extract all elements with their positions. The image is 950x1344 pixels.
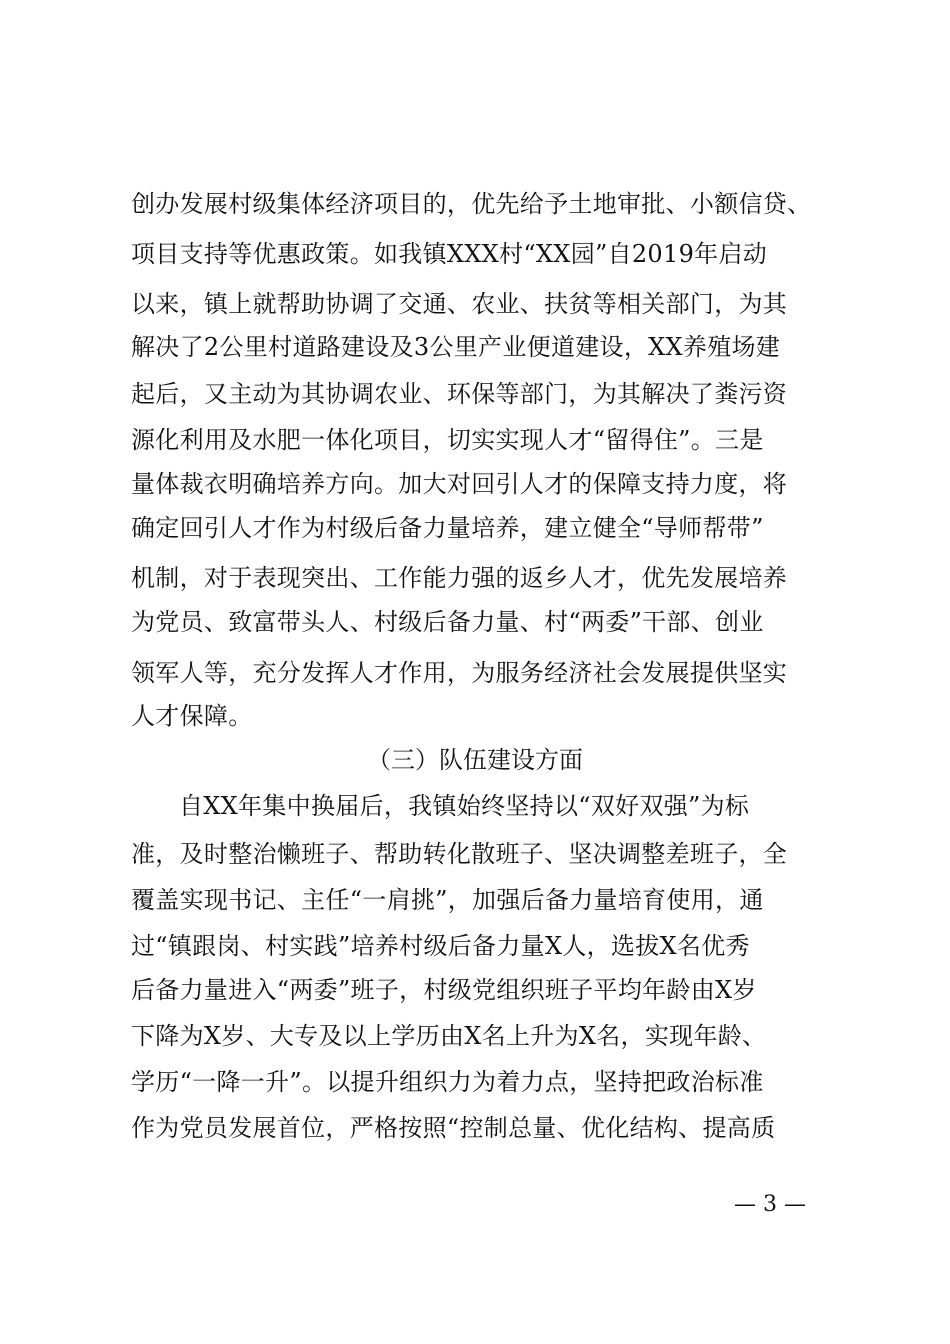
paragraph-2-line-7: 学历“一降一升”。以提升组织力为着力点，坚持把政治标准: [131, 1068, 764, 1096]
paragraph-1-line-3: 以来，镇上就帮助协调了交通、农业、扶贫等相关部门，为其: [131, 290, 788, 318]
paragraph-2-line-3: 覆盖实现书记、主任“一肩挑”，加强后备力量培育使用，通: [131, 886, 764, 914]
section-heading: （三）队伍建设方面: [367, 746, 583, 774]
paragraph-1-line-6: 源化利用及水肥一体化项目，切实实现人才“留得住”。三是: [131, 426, 764, 454]
paragraph-1-line-8: 确定回引人才作为村级后备力量培养，建立健全“导师帮带”: [131, 514, 764, 542]
paragraph-2-line-6: 下降为X岁、大专及以上学历由X名上升为X名，实现年龄、: [131, 1022, 767, 1050]
paragraph-1-line-9: 机制，对于表现突出、工作能力强的返乡人才，优先发展培养: [131, 564, 788, 592]
paragraph-1-line-7: 量体裁衣明确培养方向。加大对回引人才的保障支持力度，将: [131, 470, 788, 498]
paragraph-1-line-10: 为党员、致富带头人、村级后备力量、村“两委”干部、创业: [131, 608, 764, 636]
page-number: — 3 —: [734, 1192, 806, 1217]
paragraph-2-line-8: 作为党员发展首位，严格按照“控制总量、优化结构、提高质: [131, 1114, 776, 1142]
paragraph-2-line-5: 后备力量进入“两委”班子，村级党组织班子平均年龄由X岁: [131, 976, 757, 1004]
paragraph-2-line-4: 过“镇跟岗、村实践”培养村级后备力量X人，选拔X名优秀: [131, 932, 750, 960]
paragraph-1-line-4: 解决了2公里村道路建设及3公里产业便道建设，XX养殖场建: [131, 333, 781, 361]
paragraph-2-line-2: 准，及时整治懒班子、帮助转化散班子、坚决调整差班子，全: [131, 840, 788, 868]
paragraph-1-line-12: 人才保障。: [131, 702, 253, 730]
paragraph-2-line-1: 自XX年集中换届后，我镇始终坚持以“双好双强”为标: [179, 792, 750, 820]
paragraph-1-line-11: 领军人等，充分发挥人才作用，为服务经济社会发展提供坚实: [131, 659, 788, 687]
paragraph-1-line-5: 起后，又主动为其协调农业、环保等部门，为其解决了粪污资: [131, 380, 788, 408]
paragraph-1-line-2: 项目支持等优惠政策。如我镇XXX村“XX园”自2019年启动: [131, 240, 768, 268]
paragraph-1-line-1: 创办发展村级集体经济项目的，优先给予土地审批、小额信贷、: [131, 190, 812, 218]
